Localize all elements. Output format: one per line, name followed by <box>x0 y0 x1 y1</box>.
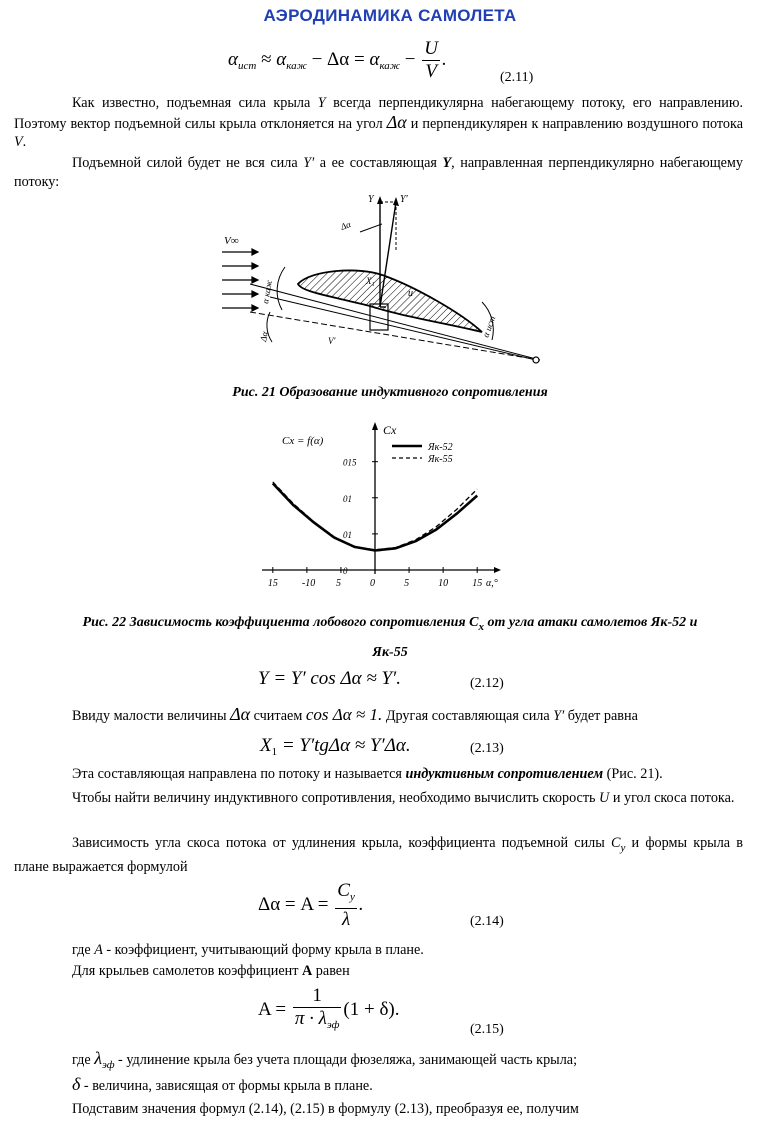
equation-2-15: A = $\frac{1}{\pi \cdot \lambda_{эф}}$ (1 + δ). <box>258 985 400 1031</box>
paragraph-coefficient-a: где A - коэффициент, учитывающий форму крыла в плане. <box>72 942 424 958</box>
label-v-prime: V′ <box>328 336 336 346</box>
equation-2-14: Δα = A = $\frac{C_y}{\lambda}$ . <box>258 880 364 930</box>
figure-22-caption: Рис. 22 Зависимость коэффициента лобового сопротивления $C_x$ от угла атаки самолетов Як-52 и Як-55 <box>82 615 698 660</box>
equation-number-2-15: (2.15) <box>470 1022 504 1037</box>
label-u: u <box>408 288 413 299</box>
y-tick-label: 01 <box>343 493 352 504</box>
legend-label-2: Як-55 <box>428 454 453 465</box>
label-x1: X₁ <box>366 276 375 286</box>
x-tick-label: 15 <box>472 578 483 589</box>
equation-2-12: Y = Y′ cos Δα ≈ Y′. <box>258 668 401 689</box>
label-y-prime: Y′ <box>400 194 408 205</box>
figure-21-caption: Рис. 21 Образование индуктивного сопротивления <box>232 385 548 400</box>
paragraph-substitute: Подставим значения формул (2.14), (2.15) в формулу (2.13), преобразуя ее, получим <box>72 1101 579 1117</box>
airfoil-shape <box>298 270 482 332</box>
label-y: Y <box>368 194 374 205</box>
x-tick-label: 5 <box>404 578 410 589</box>
label-alpha-ist: α ист <box>480 314 498 339</box>
paragraph-lambda-def: где $\lambda_{эф}$ - удлинение крыла без учета площади фюзеляжа, занимающей часть крыла; <box>72 1048 578 1071</box>
label-delta-alpha-top: Δα <box>339 219 353 232</box>
x-tick-label: 5 <box>335 578 341 589</box>
x-tick-label: -10 <box>301 578 316 589</box>
paragraph-downwash-dependency: Зависимость угла скоса потока от удлинения крыла, коэффициента подъемной силы $C_y$ и формы крыла в плане выражается формулой <box>14 835 743 875</box>
y-axis-arrow <box>372 422 378 430</box>
page-title: АЭРОДИНАМИКА САМОЛЕТА <box>263 6 517 25</box>
equation-2-11: $\alpha_{ист} \approx \alpha_{каж} - \Delta\alpha = \alpha_{каж}$ − $\frac{U}{V}$ . <box>228 38 447 82</box>
angle-arc-left <box>277 267 285 310</box>
delta-alpha-marker <box>360 224 382 232</box>
paragraph-find-speed: Чтобы найти величину индуктивного сопротивления, необходимо вычислить скорость U и угол скоса потока. <box>72 790 735 806</box>
equation-number-2-14: (2.14) <box>470 914 504 929</box>
x-axis-arrow <box>494 567 501 573</box>
y-tick-label: 0 <box>343 566 348 576</box>
label-alpha-kaj: α каж <box>260 279 275 305</box>
flow-arrows <box>222 249 258 311</box>
figure-21-diagram <box>210 192 550 372</box>
x-tick-label: 15 <box>267 578 278 589</box>
paragraph-small-delta: Ввиду малости величины Δα считаем cos Δα ≈ 1. Другая составляющая сила Y′ будет равна <box>72 704 638 724</box>
equation-2-13: $X_1 = Y'tg\Delta\alpha \approx Y'\Delta\alpha$. <box>260 735 411 758</box>
paragraph-lift-direction: Как известно, подъемная сила крыла Y всегда перпендикулярна набегающему потоку, его направлению. Поэтому вектор подъемной силы крыла отклоняется на угол Δα и перпендикулярен к направлению воздушного потока V. <box>14 95 743 150</box>
x-tick-label: 0 <box>370 578 375 589</box>
label-delta-alpha-left: Δα <box>258 330 270 343</box>
equation-number-2-11: (2.11) <box>500 70 534 85</box>
y-axis-label: Cx <box>383 423 397 437</box>
paragraph-coefficient-a-value: Для крыльев самолетов коэффициент A равен <box>72 963 350 979</box>
figure-22-chart <box>252 420 512 590</box>
legend-label-1: Як-52 <box>428 442 453 453</box>
y-tick-label: 01 <box>343 529 352 540</box>
paragraph-induced-drag: Эта составляющая направлена по потоку и называется индуктивным сопротивлением (Рис. 21). <box>72 766 663 782</box>
x-axis-label: α,° <box>486 578 498 589</box>
equation-number-2-12: (2.12) <box>470 676 504 691</box>
x-tick-label: 10 <box>438 578 449 589</box>
paragraph-delta-def: δ - величина, зависящая от формы крыла в плане. <box>72 1074 373 1094</box>
paragraph-lift-component: Подъемной силой будет не вся сила Y′ а ее составляющая Y, направленная перпендикулярно набегающему потоку: <box>14 155 743 190</box>
y-tick-label: 015 <box>343 457 357 468</box>
equation-number-2-13: (2.13) <box>470 741 504 756</box>
label-v-infinity: V∞ <box>224 235 239 247</box>
function-label: Cx = f(α) <box>282 435 324 447</box>
